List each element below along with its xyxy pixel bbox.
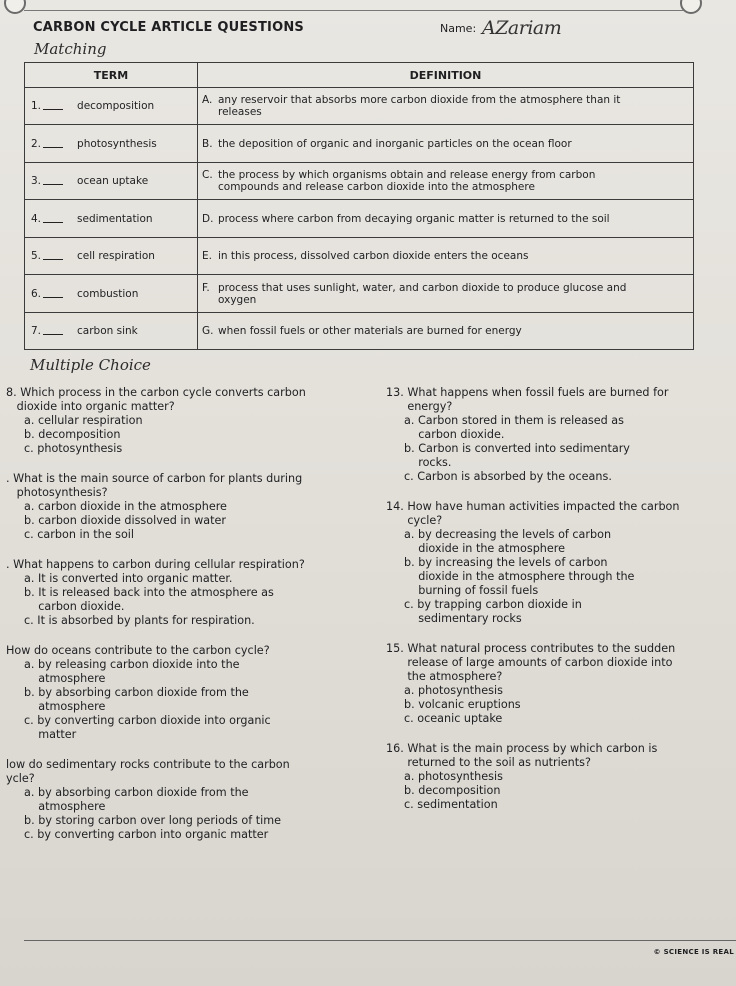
question-text: ycle? [6,772,35,785]
question-text: 15. What natural process contributes to the sudden [386,642,676,655]
answer-option[interactable]: a. photosynthesis [404,770,503,783]
answer-option[interactable]: carbon dioxide. [24,600,125,613]
header-rule [24,10,684,11]
definition-letter: E. [202,250,212,262]
matching-row [25,238,694,275]
binder-hole-icon [4,0,26,14]
question-block [386,642,680,726]
matching-row [25,125,694,163]
answer-option[interactable]: atmosphere [24,672,106,685]
answer-option[interactable]: a. photosynthesis [404,684,503,697]
answer-option[interactable]: b. decomposition [24,428,121,441]
question-text: the atmosphere? [386,670,503,683]
term-number: 2. [31,137,42,150]
definition-header: DEFINITION [198,63,694,88]
footer-rule [24,940,736,941]
answer-option[interactable]: b. volcanic eruptions [404,698,521,711]
definition-cell [198,313,694,350]
answer-option[interactable]: c. It is absorbed by plants for respiration. [24,614,255,627]
definition-letter: D. [202,212,214,225]
answer-blank[interactable] [43,297,63,298]
question-text: dioxide into organic matter? [6,400,175,413]
answer-blank[interactable] [43,334,63,335]
answer-option[interactable]: a. by releasing carbon dioxide into the [24,658,240,671]
answer-option[interactable]: c. Carbon is absorbed by the oceans. [404,470,612,483]
term-label: ocean uptake [77,175,149,187]
matching-row [25,313,694,350]
question-text: cycle? [386,514,443,527]
question-text: photosynthesis? [6,486,108,499]
answer-option[interactable]: b. by absorbing carbon dioxide from the [24,686,249,699]
question-block [6,472,306,542]
term-cell [25,163,198,200]
answer-option[interactable]: c. photosynthesis [24,442,123,455]
definition-cell [198,275,694,313]
definition-cell [198,88,694,125]
question-block [386,500,680,626]
matching-row [25,88,694,125]
answer-option[interactable]: c. by converting carbon dioxide into organic [24,714,271,727]
definition-cell [198,125,694,163]
definition-cell [198,163,694,200]
question-text: returned to the soil as nutrients? [386,756,591,769]
answer-option[interactable]: b. It is released back into the atmosphere as [24,586,274,599]
term-number: 1. [31,100,42,112]
answer-option[interactable]: a. Carbon stored in them is released as [404,414,624,427]
answer-blank[interactable] [43,109,63,110]
answer-blank[interactable] [43,222,63,223]
term-cell [25,88,198,125]
answer-option[interactable]: b. by storing carbon over long periods of time [24,814,282,827]
answer-option[interactable]: atmosphere [24,800,106,813]
term-number: 3. [31,175,42,187]
definition-text-line2: oxygen [218,293,257,306]
term-label: decomposition [77,100,155,112]
answer-option[interactable]: a. by decreasing the levels of carbon [404,528,612,541]
answer-option[interactable]: a. carbon dioxide in the atmosphere [24,500,227,513]
definition-letter: F. [202,281,210,294]
answer-option[interactable]: a. by absorbing carbon dioxide from the [24,786,249,799]
answer-option[interactable]: a. cellular respiration [24,414,143,427]
definition-text-line1: in this process, dissolved carbon dioxide enters the oceans [218,250,529,262]
definition-text-line2: compounds and release carbon dioxide into the atmosphere [218,181,535,193]
matching-row [25,200,694,238]
answer-option[interactable]: b. carbon dioxide dissolved in water [24,514,227,527]
answer-option[interactable]: c. by converting carbon into organic matter [24,828,269,841]
binder-hole-icon [680,0,702,14]
answer-option[interactable]: dioxide in the atmosphere through the [404,570,635,583]
definition-text-line1: any reservoir that absorbs more carbon dioxide from the atmosphere than it [218,94,621,106]
matching-row [25,163,694,200]
answer-blank[interactable] [43,259,63,260]
definition-letter: G. [202,325,214,337]
answer-option[interactable]: b. Carbon is converted into sedimentary [404,442,630,455]
mc-left-column [6,386,306,842]
mc-right-column [386,386,680,812]
answer-option[interactable]: matter [24,728,77,741]
worksheet-title: CARBON CYCLE ARTICLE QUESTIONS [33,20,304,35]
answer-option[interactable]: c. by trapping carbon dioxide in [404,598,582,611]
term-cell [25,200,198,238]
term-label: sedimentation [77,212,153,225]
question-text: How do oceans contribute to the carbon cycle? [6,644,270,657]
term-number: 5. [31,250,42,262]
answer-option[interactable]: carbon dioxide. [404,428,505,441]
definition-text-line2: releases [218,106,262,118]
answer-option[interactable]: burning of fossil fuels [404,584,539,597]
definition-text-line1: the deposition of organic and inorganic particles on the ocean floor [218,137,572,150]
term-label: cell respiration [77,250,155,262]
question-block [6,644,306,742]
term-cell [25,125,198,163]
term-cell [25,238,198,275]
student-name-signature: AZariam [482,17,562,39]
question-text: energy? [386,400,453,413]
definition-text-line1: the process by which organisms obtain and release energy from carbon [218,169,596,181]
answer-option[interactable]: rocks. [404,456,452,469]
answer-blank[interactable] [43,184,63,185]
name-label: Name: [440,22,477,35]
term-number: 6. [31,287,42,300]
question-text: low do sedimentary rocks contribute to the carbon [6,758,290,771]
term-label: carbon sink [77,325,138,337]
question-block [6,386,306,456]
answer-option[interactable]: b. by increasing the levels of carbon [404,556,608,569]
answer-option[interactable]: dioxide in the atmosphere [404,542,565,555]
answer-blank[interactable] [43,147,63,148]
matching-heading: Matching [34,40,107,58]
definition-text-line1: process where carbon from decaying organic matter is returned to the soil [218,212,610,225]
question-block [6,758,306,842]
term-cell [25,275,198,313]
definition-cell [198,200,694,238]
definition-letter: C. [202,169,213,181]
question-block [6,558,306,628]
term-number: 7. [31,325,42,337]
term-header: TERM [25,63,198,88]
term-number: 4. [31,212,42,225]
multiple-choice-heading: Multiple Choice [30,356,151,374]
question-block [386,742,680,812]
definition-letter: B. [202,137,213,150]
copyright-text: © SCIENCE IS REAL [653,948,734,956]
question-text: . What is the main source of carbon for plants during [6,472,303,485]
definition-text-line1: process that uses sunlight, water, and carbon dioxide to produce glucose and [218,281,627,294]
question-text: release of large amounts of carbon dioxide into [386,656,673,669]
definition-text-line1: when fossil fuels or other materials are burned for energy [218,325,522,337]
question-text: 14. How have human activities impacted the carbon [386,500,680,513]
answer-option[interactable]: sedimentary rocks [404,612,522,625]
question-text: 16. What is the main process by which carbon is [386,742,658,755]
answer-option[interactable]: c. oceanic uptake [404,712,503,725]
question-block [386,386,680,484]
question-text: . What happens to carbon during cellular respiration? [6,558,305,571]
matching-row [25,275,694,313]
definition-cell [198,238,694,275]
answer-option[interactable]: b. decomposition [404,784,501,797]
question-text: 8. Which process in the carbon cycle converts carbon [6,386,306,399]
matching-table [24,62,694,350]
definition-letter: A. [202,94,213,106]
answer-option[interactable]: a. It is converted into organic matter. [24,572,233,585]
term-label: photosynthesis [77,137,157,150]
answer-option[interactable]: atmosphere [24,700,106,713]
answer-option[interactable]: c. carbon in the soil [24,528,135,541]
question-text: 13. What happens when fossil fuels are burned for [386,386,669,399]
term-label: combustion [77,287,139,300]
term-cell [25,313,198,350]
answer-option[interactable]: c. sedimentation [404,798,498,811]
